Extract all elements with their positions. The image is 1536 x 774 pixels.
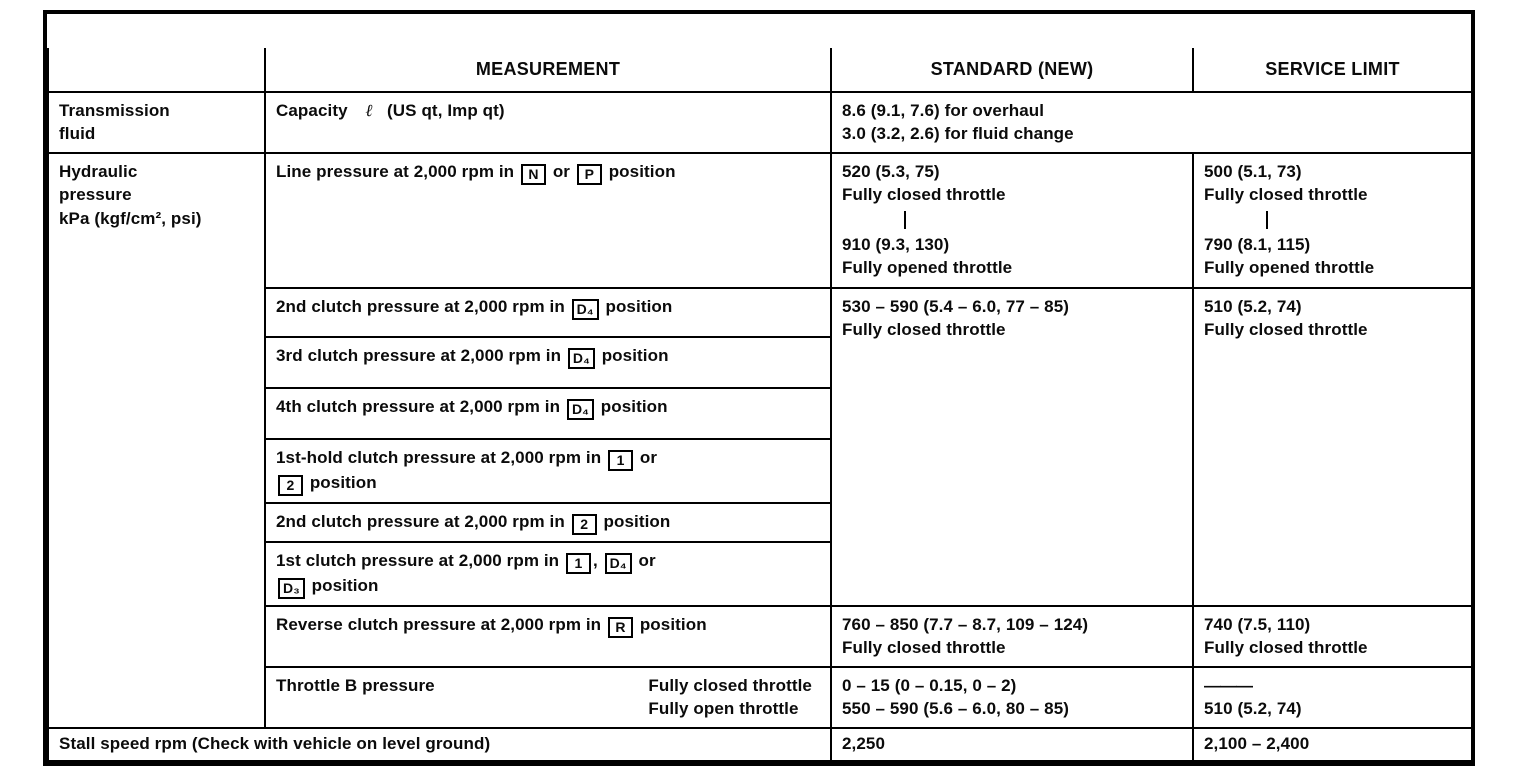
value-line: Fully closed throttle xyxy=(1204,638,1368,658)
value-line: 910 (9.3, 130) xyxy=(842,234,950,254)
continuation-bar xyxy=(904,211,906,229)
meas-text: position xyxy=(311,575,379,595)
continuation-bar xyxy=(1266,211,1268,229)
value-line: 510 (5.2, 74) xyxy=(1204,296,1302,316)
cell-std-capacity xyxy=(831,92,1472,153)
meas-text: , xyxy=(593,550,598,570)
cell-svc-clutch-group xyxy=(1193,288,1472,606)
meas-text: or xyxy=(638,550,656,570)
meas-text: Line pressure at 2,000 rpm in xyxy=(276,161,515,181)
label-line: fluid xyxy=(59,124,96,144)
header-blank-cell xyxy=(48,48,265,92)
meas-text: position xyxy=(639,614,707,634)
cell-meas-1st-clutch xyxy=(265,542,831,606)
meas-text: position xyxy=(601,345,669,365)
position-box-d4: D₄ xyxy=(572,299,599,320)
label-line: kPa (kgf/cm², psi) xyxy=(59,208,202,228)
row-label-hydraulic-pressure xyxy=(48,153,265,728)
value-line: 520 (5.3, 75) xyxy=(842,161,940,181)
position-box-d4: D₄ xyxy=(605,553,632,574)
row-label-transmission-fluid xyxy=(48,92,265,153)
position-box-r: R xyxy=(608,617,633,638)
cell-meas-3rd-clutch-d4 xyxy=(265,337,831,388)
value-line: 3.0 (3.2, 2.6) for fluid change xyxy=(842,124,1074,144)
meas-text: 2nd clutch pressure at 2,000 rpm in xyxy=(276,296,565,316)
cell-std-reverse-clutch xyxy=(831,606,1193,667)
cell-meas-line-pressure xyxy=(265,153,831,288)
meas-text: position xyxy=(309,472,377,492)
cell-meas-reverse-clutch xyxy=(265,606,831,667)
cell-std-line-pressure xyxy=(831,153,1193,288)
meas-line xyxy=(276,549,820,574)
meas-text: position xyxy=(605,296,673,316)
value-line: Fully opened throttle xyxy=(842,258,1013,278)
cell-meas-2nd-clutch-d4 xyxy=(265,288,831,337)
value-line: 790 (8.1, 115) xyxy=(1204,234,1311,254)
position-box-1: 1 xyxy=(566,553,591,574)
value-line: Fully closed throttle xyxy=(1204,320,1368,340)
value-line: 530 – 590 (5.4 – 6.0, 77 – 85) xyxy=(842,296,1070,316)
value-line: 740 (7.5, 110) xyxy=(1204,614,1311,634)
meas-line xyxy=(276,574,820,599)
meas-text: 2nd clutch pressure at 2,000 rpm in xyxy=(276,511,565,531)
position-box-2: 2 xyxy=(572,514,597,535)
value-line: 0 – 15 (0 – 0.15, 0 – 2) xyxy=(842,675,1017,695)
cell-std-clutch-group xyxy=(831,288,1193,606)
cell-meas-2nd-clutch-2 xyxy=(265,503,831,542)
meas-line xyxy=(276,446,820,471)
value-line: Fully closed throttle xyxy=(842,638,1006,658)
row-transmission-fluid xyxy=(48,92,1472,153)
cell-svc-reverse-clutch xyxy=(1193,606,1472,667)
cell-std-throttle-b xyxy=(831,667,1193,728)
header-measurement: MEASUREMENT xyxy=(265,48,831,92)
row-line-pressure xyxy=(48,153,1472,288)
meas-text: or xyxy=(639,447,658,467)
meas-line xyxy=(276,471,820,496)
value-line: 500 (5.1, 73) xyxy=(1204,161,1302,181)
condition-line: Fully open throttle xyxy=(648,699,799,719)
meas-text: or xyxy=(552,161,571,181)
meas-text: Throttle B pressure xyxy=(276,675,435,695)
meas-text: position xyxy=(603,511,671,531)
position-box-n: N xyxy=(521,164,546,185)
value-line: Fully closed throttle xyxy=(1204,185,1368,205)
throttle-conditions xyxy=(648,674,812,721)
cell-meas-capacity xyxy=(265,92,831,153)
cell-svc-line-pressure xyxy=(1193,153,1472,288)
value-line: Fully opened throttle xyxy=(1204,258,1375,278)
spec-table-frame xyxy=(43,10,1475,766)
meas-text: Reverse clutch pressure at 2,000 rpm in xyxy=(276,614,602,634)
label-line: pressure xyxy=(59,185,132,205)
header-row xyxy=(48,48,1472,92)
meas-text: position xyxy=(600,396,668,416)
transmission-spec-table xyxy=(47,48,1473,762)
position-box-2: 2 xyxy=(278,475,303,496)
value-line: 510 (5.2, 74) xyxy=(1204,699,1302,719)
label-line: Hydraulic xyxy=(59,161,138,181)
cell-std-stall-speed: 2,250 xyxy=(831,728,1193,761)
cell-meas-4th-clutch-d4 xyxy=(265,388,831,439)
cell-meas-throttle-b xyxy=(265,667,831,728)
cell-svc-stall-speed: 2,100 – 2,400 xyxy=(1193,728,1472,761)
cell-meas-1st-hold-clutch xyxy=(265,439,831,503)
meas-text: 3rd clutch pressure at 2,000 rpm in xyxy=(276,345,562,365)
no-limit-dash: ——— xyxy=(1204,675,1252,695)
throttle-b-layout xyxy=(276,674,820,721)
liter-symbol: ℓ xyxy=(365,101,374,121)
meas-text: position xyxy=(608,161,676,181)
value-line: 8.6 (9.1, 7.6) for overhaul xyxy=(842,101,1045,120)
header-standard: STANDARD (NEW) xyxy=(831,48,1193,92)
label-line: Transmission xyxy=(59,101,170,120)
position-box-d4: D₄ xyxy=(567,399,594,420)
value-line: Fully closed throttle xyxy=(842,320,1006,340)
condition-line: Fully closed throttle xyxy=(648,675,812,695)
position-box-1: 1 xyxy=(608,450,633,471)
cell-svc-throttle-b xyxy=(1193,667,1472,728)
cell-stall-label: Stall speed rpm (Check with vehicle on level ground) xyxy=(48,728,831,761)
row-stall-speed xyxy=(48,728,1472,761)
value-line: 550 – 590 (5.6 – 6.0, 80 – 85) xyxy=(842,699,1070,719)
meas-text: 4th clutch pressure at 2,000 rpm in xyxy=(276,396,561,416)
position-box-p: P xyxy=(577,164,602,185)
capacity-label: Capacity xyxy=(276,101,348,120)
value-line: Fully closed throttle xyxy=(842,185,1006,205)
capacity-units: (US qt, Imp qt) xyxy=(387,101,505,120)
value-line: 760 – 850 (7.7 – 8.7, 109 – 124) xyxy=(842,614,1089,634)
position-box-d4: D₄ xyxy=(568,348,595,369)
header-service-limit: SERVICE LIMIT xyxy=(1193,48,1472,92)
meas-text: 1st-hold clutch pressure at 2,000 rpm in xyxy=(276,447,602,467)
position-box-d3: D₃ xyxy=(278,578,305,599)
meas-text: 1st clutch pressure at 2,000 rpm in xyxy=(276,550,560,570)
